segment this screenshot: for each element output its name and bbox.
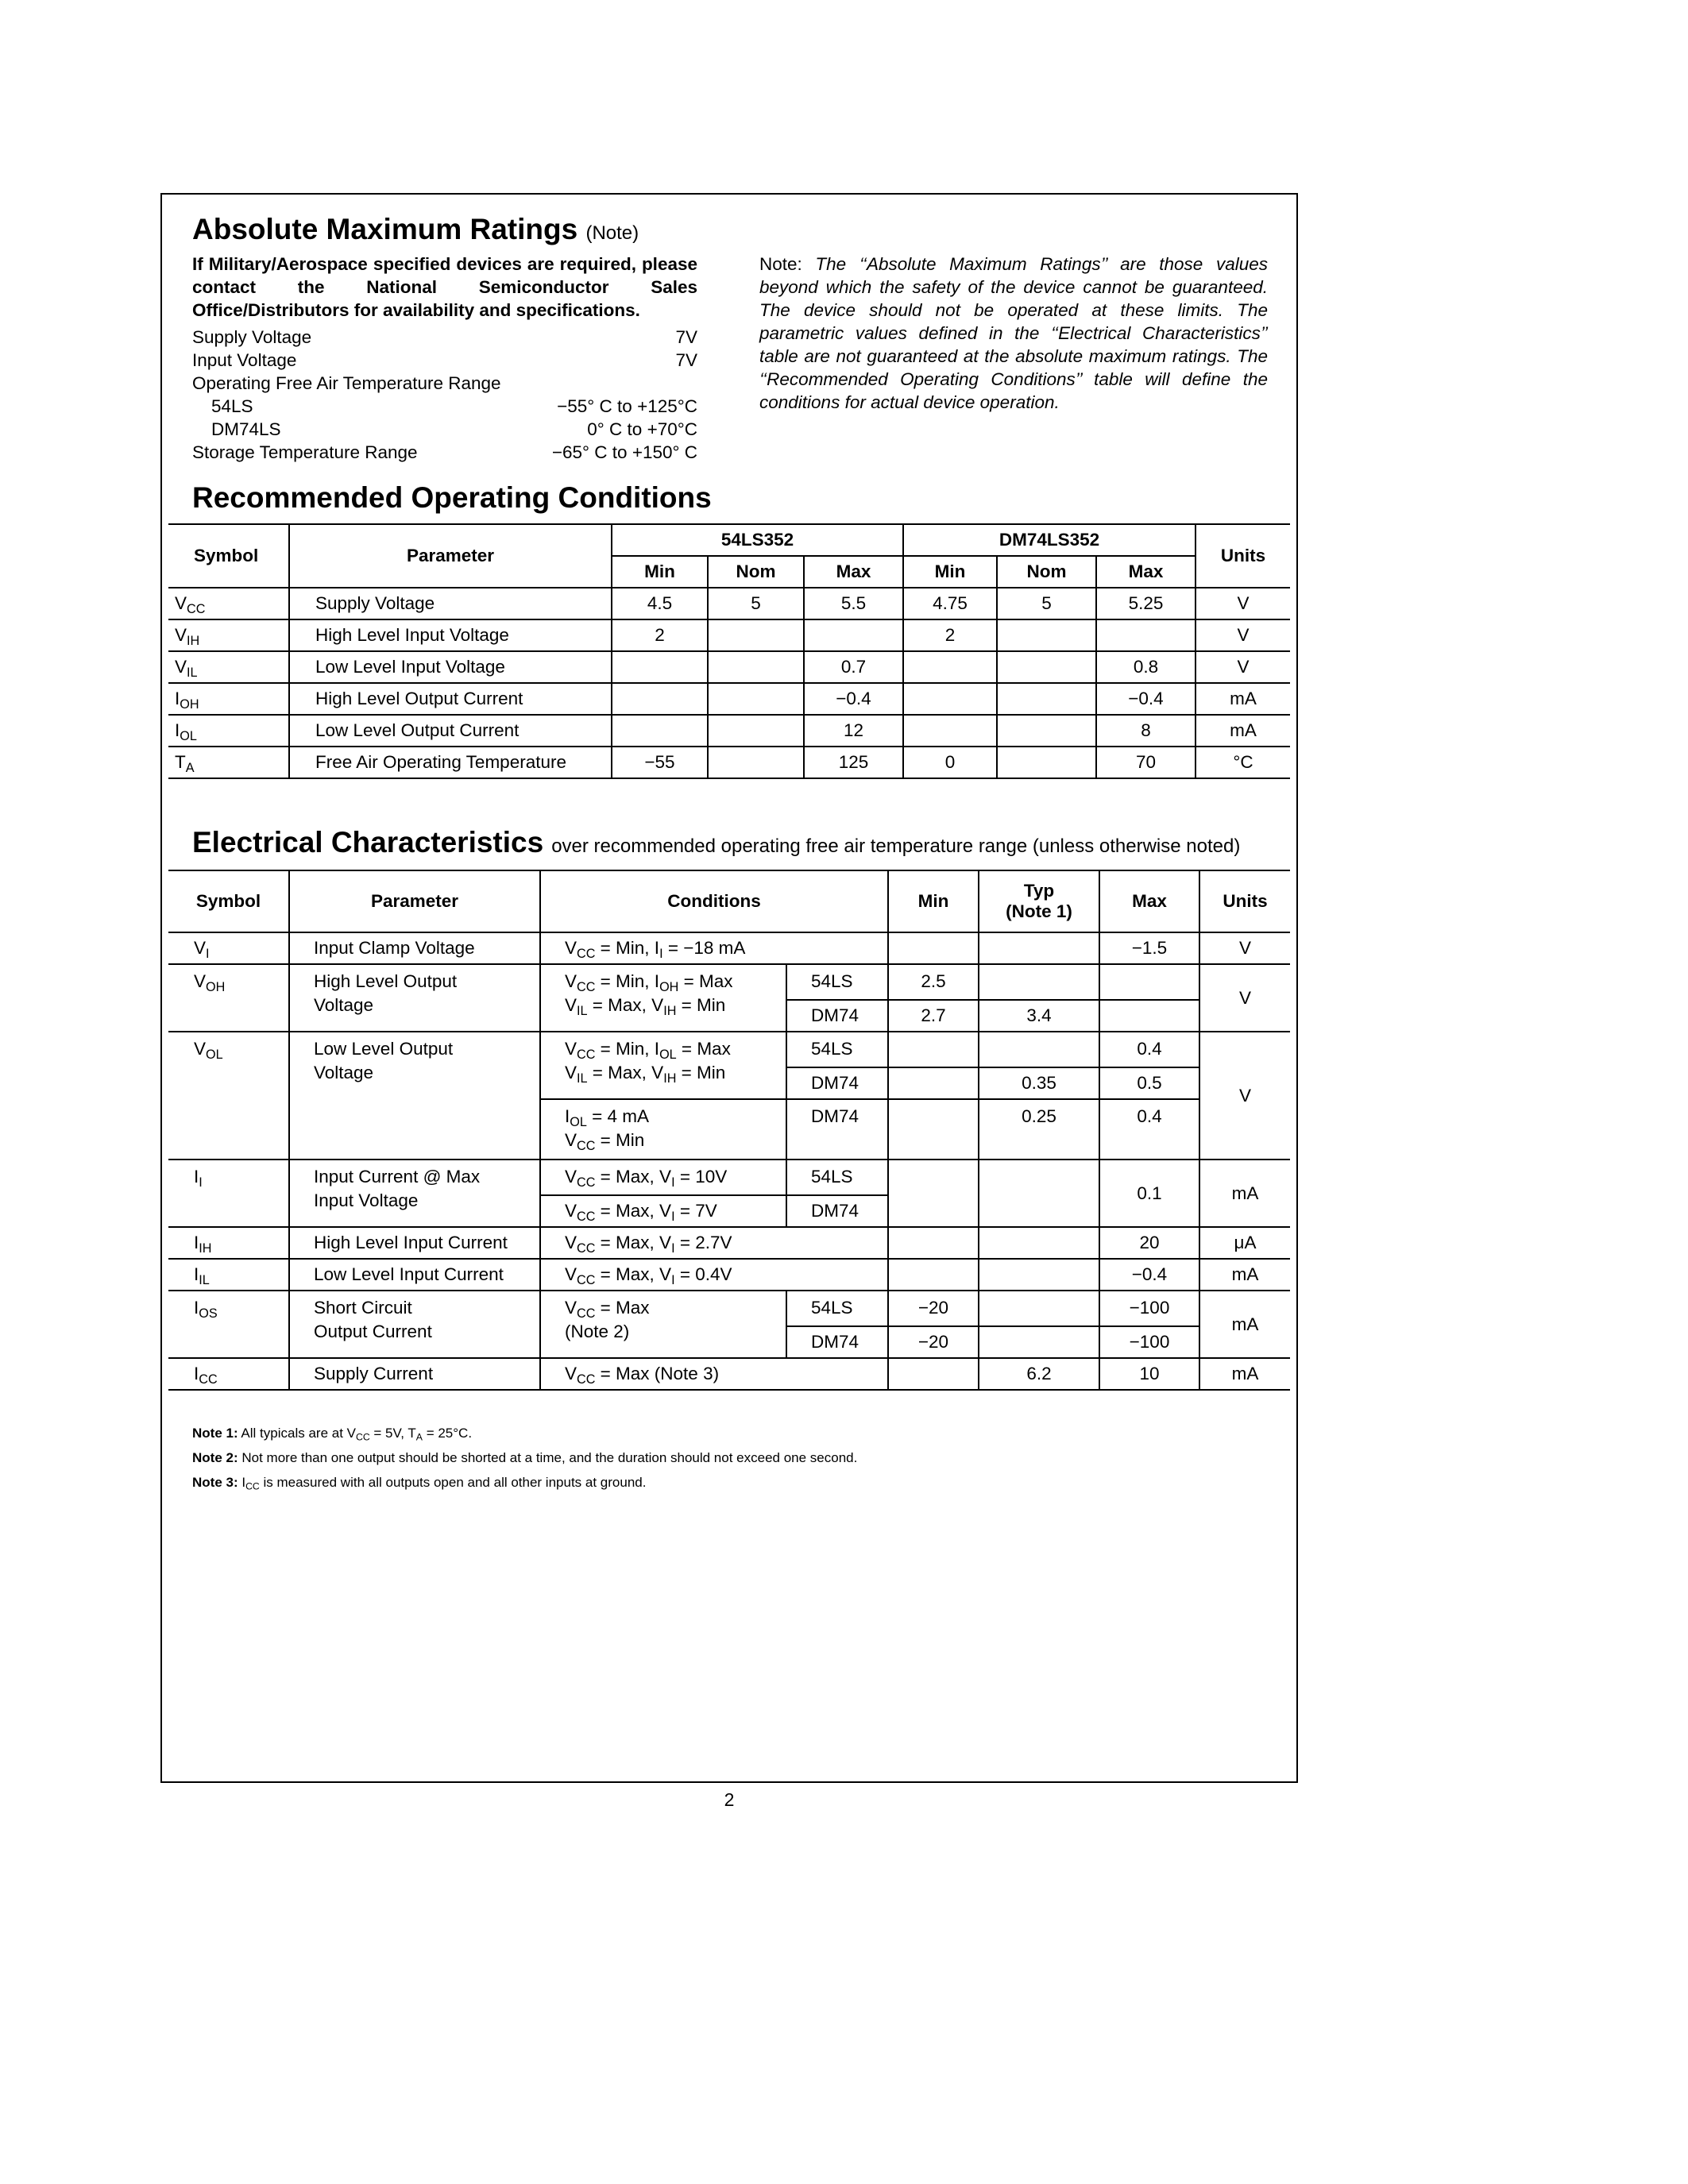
ec-typ <box>979 1227 1099 1259</box>
roc-unit: V <box>1196 651 1290 683</box>
ec-typ <box>979 1160 1099 1227</box>
ec-condition: $V_{CC}$ = Max, $V_I = 7V$ <box>540 1195 786 1227</box>
ec-min <box>888 1227 979 1259</box>
roc-value <box>997 619 1096 651</box>
roc-parameter: Low Level Output Current <box>289 715 612 747</box>
roc-symbol: $T_A$ <box>168 747 289 778</box>
ec-typ <box>979 932 1099 964</box>
roc-symbol: $I_{OL}$ <box>168 715 289 747</box>
ec-min: −20 <box>888 1326 979 1358</box>
roc-value <box>708 651 804 683</box>
ec-min <box>888 1160 979 1227</box>
ec-typ <box>979 1326 1099 1358</box>
rating-row <box>192 441 697 464</box>
ec-typ <box>979 1259 1099 1291</box>
rating-value: 0° C to +70°C <box>587 419 697 439</box>
roc-value: −55 <box>612 747 708 778</box>
ec-min: 2.5 <box>888 964 979 1000</box>
roc-value <box>708 683 804 715</box>
ec-symbol: $I_{CC}$ <box>168 1358 289 1390</box>
ec-condition: $I_{OL} = 4$ mA $V_{CC}$ = Min <box>540 1099 786 1160</box>
roc-col-54ls352: 54LS352 <box>612 524 903 556</box>
rating-value: −55° C to +125°C <box>557 396 697 416</box>
roc-value: −0.4 <box>1096 683 1196 715</box>
roc-value <box>997 683 1096 715</box>
ec-symbol: $I_{IH}$ <box>168 1227 289 1259</box>
ec-title: Electrical Characteristics <box>192 826 544 859</box>
ec-max: 0.1 <box>1099 1160 1199 1227</box>
rating-row <box>192 372 697 395</box>
table-row <box>168 683 1290 715</box>
ec-header-row <box>168 870 1290 932</box>
ec-parameter: Low Level Input Current <box>289 1259 540 1291</box>
ec-parameter: High Level Output Voltage <box>289 964 540 1032</box>
ec-col-max: Max <box>1099 870 1199 932</box>
ec-unit: V <box>1199 964 1290 1032</box>
ec-min <box>888 1358 979 1390</box>
ec-min: −20 <box>888 1291 979 1326</box>
roc-col-max: Max <box>804 556 903 588</box>
roc-col-symbol: Symbol <box>168 524 289 588</box>
rating-row <box>192 349 697 372</box>
note-text: The ‘‘Absolute Maximum Ratings’’ are those values beyond which the safety of the device cannot be guaranteed. The device should not be operated at these limits. The parametric values defined in the ‘‘Electrical Characteristics’’ table are not guaranteed at the absolute maximum ratings. The ‘‘Recommended Operating Conditions’’ table will define the conditions for actual device operation. <box>759 254 1268 412</box>
ec-condition: $V_{CC}$ = Max, $V_I = 0.4V$ <box>540 1259 888 1291</box>
footnotes <box>192 1421 857 1495</box>
roc-title: Recommended Operating Conditions <box>192 481 712 514</box>
ec-max: −100 <box>1099 1291 1199 1326</box>
roc-value: 4.5 <box>612 588 708 619</box>
roc-value: 2 <box>612 619 708 651</box>
roc-header-row <box>168 524 1290 556</box>
roc-value <box>903 651 997 683</box>
roc-value <box>903 683 997 715</box>
ec-typ: 6.2 <box>979 1358 1099 1390</box>
ec-min <box>888 1259 979 1291</box>
rating-label: Input Voltage <box>192 350 297 370</box>
roc-value: −0.4 <box>804 683 903 715</box>
roc-value <box>997 747 1096 778</box>
ec-max: −1.5 <box>1099 932 1199 964</box>
ec-table <box>168 870 1290 1391</box>
table-row <box>168 619 1290 651</box>
roc-value: 5.25 <box>1096 588 1196 619</box>
ec-unit: mA <box>1199 1259 1290 1291</box>
ec-symbol: $V_I$ <box>168 932 289 964</box>
ec-condition: $V_{CC}$ = Min, $I_{OL}$ = Max $V_{IL}$ = Max, $V_{IH}$ = Min <box>540 1032 786 1099</box>
ec-subtitle: over recommended operating free air temperature range (unless otherwise noted) <box>551 835 1241 857</box>
ec-min <box>888 1032 979 1067</box>
table-row <box>168 964 1290 1000</box>
ec-min: 2.7 <box>888 1000 979 1032</box>
rating-row <box>192 418 697 441</box>
ec-unit: V <box>1199 1032 1290 1160</box>
ec-max: 0.4 <box>1099 1099 1199 1160</box>
footnote: Note 3: $I_{CC}$ is measured with all outputs open and all other inputs at ground. <box>192 1475 647 1492</box>
rating-value: 7V <box>675 327 697 347</box>
ec-condition: $V_{CC}$ = Min, $I_I = -18$ mA <box>540 932 888 964</box>
ec-typ: 0.35 <box>979 1067 1099 1099</box>
rating-row <box>192 395 697 418</box>
roc-unit: V <box>1196 588 1290 619</box>
roc-table <box>168 523 1290 779</box>
roc-value: 0.8 <box>1096 651 1196 683</box>
ec-device: DM74 <box>786 1067 888 1099</box>
ec-col-min: Min <box>888 870 979 932</box>
roc-value: 5 <box>997 588 1096 619</box>
ec-parameter: Input Clamp Voltage <box>289 932 540 964</box>
roc-value: 70 <box>1096 747 1196 778</box>
ec-typ: 3.4 <box>979 1000 1099 1032</box>
ec-parameter: Low Level Output Voltage <box>289 1032 540 1160</box>
roc-value: 2 <box>903 619 997 651</box>
ec-max <box>1099 964 1199 1000</box>
roc-value <box>903 715 997 747</box>
ec-symbol: $I_{OS}$ <box>168 1291 289 1358</box>
ec-unit: mA <box>1199 1358 1290 1390</box>
ec-heading <box>192 826 1240 859</box>
ec-typ: 0.25 <box>979 1099 1099 1160</box>
roc-value: 4.75 <box>903 588 997 619</box>
ec-col-typ-note: (Note 1) <box>1006 901 1072 921</box>
roc-col-parameter: Parameter <box>289 524 612 588</box>
ec-device: DM74 <box>786 1326 888 1358</box>
roc-parameter: High Level Output Current <box>289 683 612 715</box>
ec-max: 0.4 <box>1099 1032 1199 1067</box>
footnote: Note 1: All typicals are at $V_{CC} = 5V$, $T_A = 25^\circ C$. <box>192 1426 473 1443</box>
roc-value <box>997 651 1096 683</box>
roc-col-dm74ls352: DM74LS352 <box>903 524 1196 556</box>
roc-value: 5.5 <box>804 588 903 619</box>
ec-device: 54LS <box>786 1032 888 1067</box>
roc-parameter: Free Air Operating Temperature <box>289 747 612 778</box>
roc-col-nom: Nom <box>997 556 1096 588</box>
rating-label: DM74LS <box>211 419 281 439</box>
ec-col-parameter: Parameter <box>289 870 540 932</box>
ec-min <box>888 1067 979 1099</box>
ec-typ <box>979 964 1099 1000</box>
ec-condition: $V_{CC}$ = Max, $V_I = 10V$ <box>540 1160 786 1195</box>
rating-row <box>192 326 697 349</box>
ec-min <box>888 1099 979 1160</box>
abs-max-ratings-list <box>192 326 697 464</box>
roc-value: 5 <box>708 588 804 619</box>
ec-symbol: $I_{IL}$ <box>168 1259 289 1291</box>
ec-max: 10 <box>1099 1358 1199 1390</box>
ec-unit: V <box>1199 932 1290 964</box>
ec-parameter: Supply Current <box>289 1358 540 1390</box>
ec-parameter: High Level Input Current <box>289 1227 540 1259</box>
ec-unit: μA <box>1199 1227 1290 1259</box>
table-row <box>168 651 1290 683</box>
ec-col-typ <box>979 870 1099 932</box>
ec-condition: $V_{CC}$ = Max (Note 3) <box>540 1358 888 1390</box>
ec-typ <box>979 1032 1099 1067</box>
ec-symbol: $I_I$ <box>168 1160 289 1227</box>
ec-device: DM74 <box>786 1195 888 1227</box>
roc-col-min: Min <box>612 556 708 588</box>
ec-unit: mA <box>1199 1160 1290 1227</box>
page-number: 2 <box>724 1789 735 1810</box>
ec-condition: $V_{CC}$ = Min, $I_{OH}$ = Max $V_{IL}$ = Max, $V_{IH}$ = Min <box>540 964 786 1032</box>
table-row <box>168 1227 1290 1259</box>
roc-value: 0.7 <box>804 651 903 683</box>
roc-value <box>612 651 708 683</box>
roc-value <box>997 715 1096 747</box>
ec-device: DM74 <box>786 1000 888 1032</box>
ec-min <box>888 932 979 964</box>
rating-label: Supply Voltage <box>192 327 312 347</box>
roc-value <box>804 619 903 651</box>
roc-value <box>612 715 708 747</box>
roc-unit: mA <box>1196 683 1290 715</box>
ec-col-units: Units <box>1199 870 1290 932</box>
rating-label: Operating Free Air Temperature Range <box>192 373 501 393</box>
ec-col-typ-label: Typ <box>1023 881 1055 901</box>
note-label: Note: <box>759 254 802 274</box>
table-row <box>168 1291 1290 1326</box>
roc-symbol: $I_{OH}$ <box>168 683 289 715</box>
ec-symbol: $V_{OH}$ <box>168 964 289 1032</box>
ec-max <box>1099 1000 1199 1032</box>
rating-label: Storage Temperature Range <box>192 442 418 462</box>
table-row <box>168 1032 1290 1067</box>
ec-parameter: Short Circuit Output Current <box>289 1291 540 1358</box>
roc-value <box>708 715 804 747</box>
roc-col-nom: Nom <box>708 556 804 588</box>
roc-symbol: $V_{IL}$ <box>168 651 289 683</box>
abs-max-title-note: (Note) <box>585 222 639 244</box>
ec-max: 20 <box>1099 1227 1199 1259</box>
roc-unit: mA <box>1196 715 1290 747</box>
ec-parameter: Input Current @ Max Input Voltage <box>289 1160 540 1227</box>
roc-value: 125 <box>804 747 903 778</box>
ec-symbol: $V_{OL}$ <box>168 1032 289 1160</box>
ec-max: 0.5 <box>1099 1067 1199 1099</box>
table-row <box>168 588 1290 619</box>
ec-device: 54LS <box>786 1291 888 1326</box>
rating-value: 7V <box>675 350 697 370</box>
roc-parameter: High Level Input Voltage <box>289 619 612 651</box>
ec-max: −100 <box>1099 1326 1199 1358</box>
roc-symbol: $V_{IH}$ <box>168 619 289 651</box>
ec-device: DM74 <box>786 1099 888 1160</box>
military-warning: If Military/Aerospace specified devices are required, please contact the National Semiconductor Sales Office/Distributors for availability and specifications. <box>192 254 697 320</box>
ec-unit: mA <box>1199 1291 1290 1358</box>
roc-unit: °C <box>1196 747 1290 778</box>
roc-value <box>708 747 804 778</box>
abs-max-note <box>759 253 1268 414</box>
roc-symbol: $V_{CC}$ <box>168 588 289 619</box>
roc-col-units: Units <box>1196 524 1290 588</box>
roc-col-min: Min <box>903 556 997 588</box>
roc-parameter: Low Level Input Voltage <box>289 651 612 683</box>
ec-condition: $V_{CC}$ = Max (Note 2) <box>540 1291 786 1358</box>
table-row <box>168 1358 1290 1390</box>
table-row <box>168 1160 1290 1195</box>
roc-value <box>1096 619 1196 651</box>
rating-value: −65° C to +150° C <box>551 442 697 462</box>
ec-max: −0.4 <box>1099 1259 1199 1291</box>
ec-col-symbol: Symbol <box>168 870 289 932</box>
roc-value: 8 <box>1096 715 1196 747</box>
roc-value: 12 <box>804 715 903 747</box>
roc-value <box>708 619 804 651</box>
ec-device: 54LS <box>786 1160 888 1195</box>
rating-label: 54LS <box>211 396 253 416</box>
ec-typ <box>979 1291 1099 1326</box>
footnote: Note 2: Not more than one output should be shorted at a time, and the duration should not exceed one second. <box>192 1450 858 1465</box>
roc-col-max: Max <box>1096 556 1196 588</box>
roc-unit: V <box>1196 619 1290 651</box>
roc-value: 0 <box>903 747 997 778</box>
table-row <box>168 747 1290 778</box>
roc-value <box>612 683 708 715</box>
ec-condition: $V_{CC}$ = Max, $V_I = 2.7V$ <box>540 1227 888 1259</box>
table-row <box>168 715 1290 747</box>
ec-col-conditions: Conditions <box>540 870 888 932</box>
ec-device: 54LS <box>786 964 888 1000</box>
table-row <box>168 1259 1290 1291</box>
table-row <box>168 932 1290 964</box>
abs-max-heading <box>192 213 639 246</box>
roc-parameter: Supply Voltage <box>289 588 612 619</box>
abs-max-title: Absolute Maximum Ratings <box>192 213 578 245</box>
